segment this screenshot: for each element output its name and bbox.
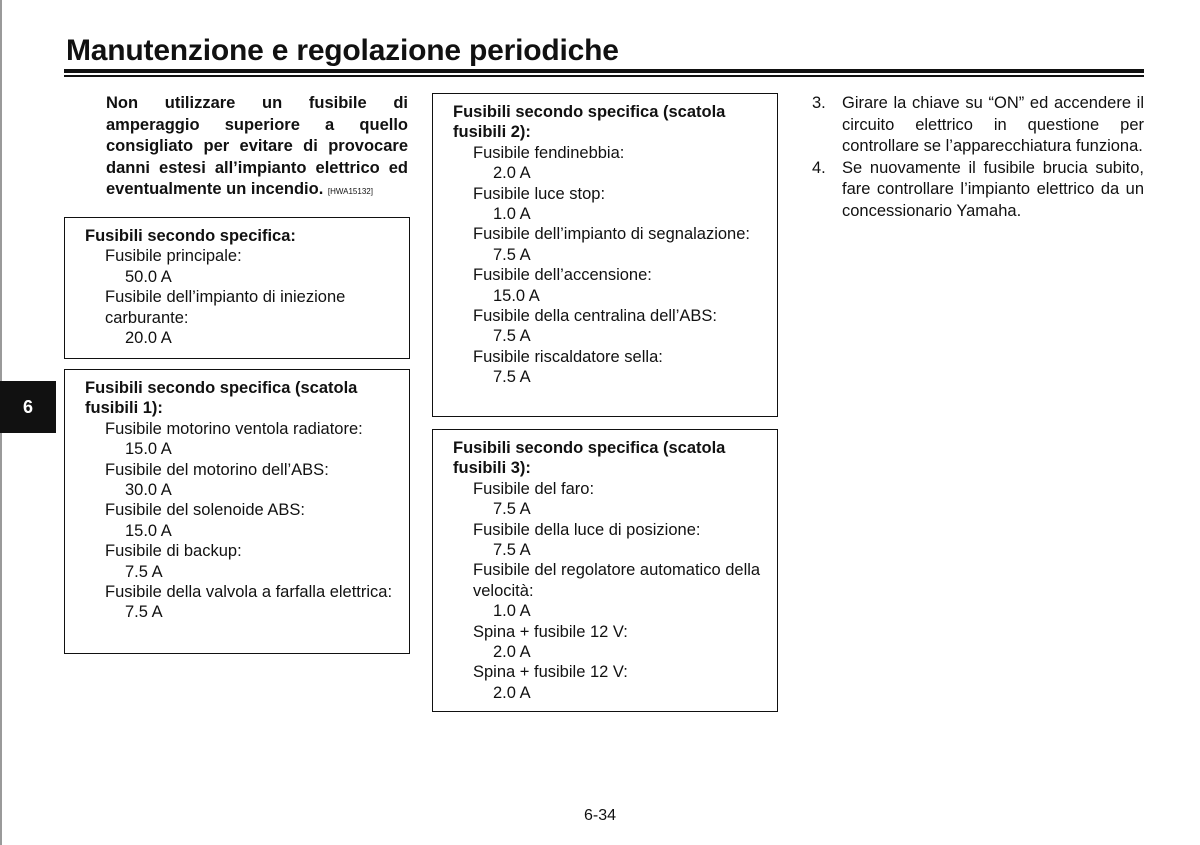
warning-body: Non utilizzare un fusibile di amperaggio superiore a quello consigliato per evitare di provocare danni estesi all’impianto elettrico ed eventualmente un incendio. [106, 94, 408, 198]
fuse-rating: 7.5 A [493, 541, 531, 560]
fuse-name: Fusibile della luce di posizione: [473, 520, 701, 539]
fuse-rating: 7.5 A [493, 327, 531, 346]
spec-box-fuse-box-2 [432, 93, 778, 417]
warning-code: [HWA15132] [327, 187, 373, 196]
fuse-name: Fusibile della valvola a farfalla elettrica: [105, 583, 393, 602]
fuse-rating: 15.0 A [125, 521, 172, 540]
fuse-rating: 7.5 A [493, 500, 531, 519]
procedure-step [812, 93, 1144, 158]
fuse-rating: 1.0 A [493, 205, 531, 224]
fuse-rating: 15.0 A [493, 286, 540, 305]
warning-text [106, 93, 408, 203]
spec-box-heading: Fusibili secondo specifica: [85, 227, 296, 245]
fuse-rating: 30.0 A [125, 481, 172, 500]
spec-box-main [64, 217, 410, 359]
fuse-rating: 2.0 A [493, 643, 531, 662]
spec-box-heading: Fusibili secondo specifica (scatola fusibili 3): [453, 439, 726, 478]
spec-box-heading: Fusibili secondo specifica (scatola fusibili 2): [453, 103, 726, 142]
page-number: 6-34 [583, 807, 617, 824]
fuse-rating: 2.0 A [493, 164, 531, 183]
spec-box-fuse-box-1 [64, 369, 410, 654]
fuse-name: Fusibile principale: [105, 247, 242, 266]
fuse-rating: 7.5 A [493, 368, 531, 387]
fuse-rating: 7.5 A [493, 245, 531, 264]
fuse-name: Fusibile del motorino dell’ABS: [105, 460, 329, 479]
fuse-rating: 20.0 A [125, 329, 172, 348]
procedure-step [812, 158, 1144, 223]
fuse-rating: 50.0 A [125, 267, 172, 286]
fuse-name: Fusibile motorino ventola radiatore: [105, 419, 363, 438]
fuse-name: Fusibile luce stop: [473, 184, 606, 203]
fuse-name: Fusibile riscaldatore sella: [473, 347, 663, 366]
fuse-name: Fusibile fendinebbia: [473, 143, 625, 162]
fuse-name: Fusibile della centralina dell’ABS: [473, 307, 717, 326]
spec-box-heading: Fusibili secondo specifica (scatola fusibili 1): [85, 379, 358, 418]
fuse-name: Spina + fusibile 12 V: [473, 663, 628, 682]
fuse-rating: 7.5 A [125, 603, 163, 622]
fuse-rating: 7.5 A [125, 562, 163, 581]
title-rule-thick [64, 69, 1144, 73]
chapter-tab: 6 [0, 381, 56, 433]
fuse-rating: 1.0 A [493, 602, 531, 621]
page-title: Manutenzione e regolazione periodiche [66, 34, 619, 67]
fuse-name: Fusibile di backup: [105, 542, 242, 561]
fuse-name: Fusibile del faro: [473, 479, 595, 498]
fuse-name: Spina + fusibile 12 V: [473, 622, 628, 641]
step-number: 3. [812, 94, 826, 112]
spec-box-fuse-box-3 [432, 429, 778, 712]
step-number: 4. [812, 158, 826, 177]
step-text: Girare la chiave su “ON” ed accendere il circuito elettrico in questione per controllare se l’apparecchiatura funziona. [842, 94, 1144, 155]
fuse-name: Fusibile del regolatore automatico della velocità: [473, 561, 761, 600]
fuse-rating: 15.0 A [125, 440, 172, 459]
fuse-name: Fusibile del solenoide ABS: [105, 501, 305, 520]
fuse-name: Fusibile dell’impianto di iniezione carburante: [105, 288, 346, 327]
procedure-steps [812, 93, 1144, 222]
fuse-rating: 2.0 A [493, 683, 531, 702]
fuse-name: Fusibile dell’impianto di segnalazione: [473, 225, 750, 244]
step-text: Se nuovamente il fusibile brucia subito, fare controllare l’impianto elettrico da un concessionario Yamaha. [842, 158, 1144, 220]
title-rule-thin [64, 75, 1144, 77]
fuse-name: Fusibile dell’accensione: [473, 266, 652, 285]
